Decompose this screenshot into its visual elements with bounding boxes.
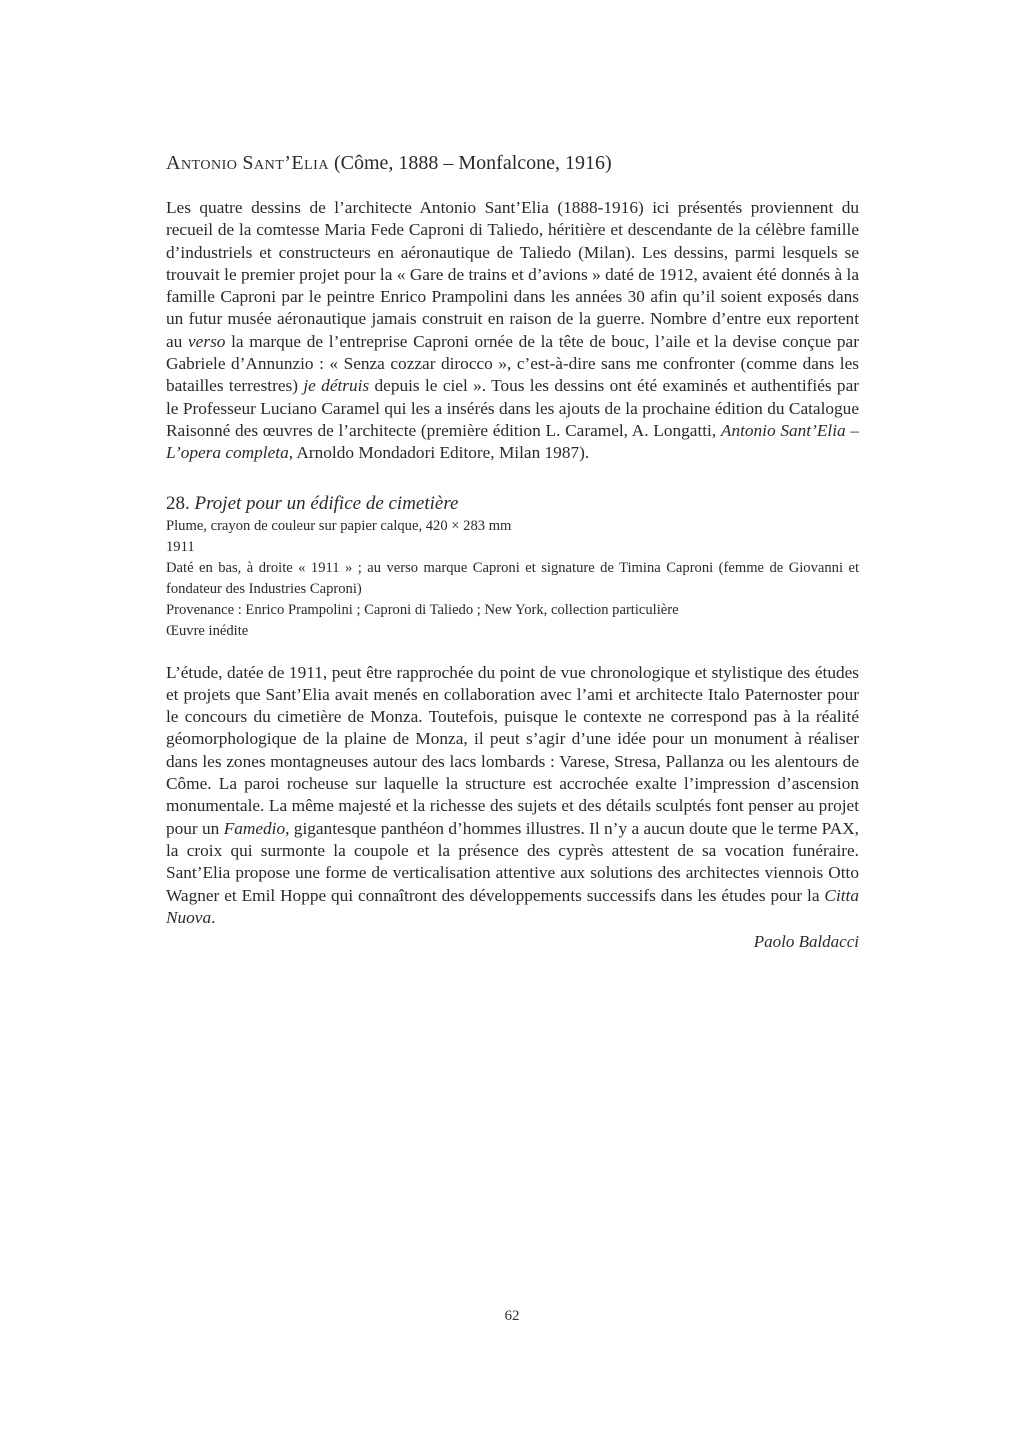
- intro-text-2: la marque de l’entreprise Caproni ornée de la tête de bouc, l’aile et la devise conçue par Gabriele d’Annunzio : « Senza cozzar dirocco », c’est-à-dire sans me confronter (comme dans les batailles terrestres): [166, 331, 859, 396]
- entry-title-text: Projet pour un édifice de cimetière: [194, 492, 459, 514]
- page-content: [166, 150, 859, 954]
- intro-text-4: , Arnoldo Mondadori Editore, Milan 1987).: [288, 443, 590, 463]
- artist-heading: [166, 150, 859, 176]
- essay-text-1: L’étude, datée de 1911, peut être rapprochée du point de vue chronologique et stylistique des études et projets que Sant’Elia avait menés en collaboration avec l’ami et architecte Italo Paternoster pour le concours du cimetière de Monza. Toutefois, puisque le contexte ne correspond pas à la réalité géomorphologique de la plaine de Monza, il peut s’agir d’une idée pour un monument à réaliser dans les zones montagneuses autour des lacs lombards : Varese, Stresa, Pallanza ou les alentours de Côme. La paroi rocheuse sur laquelle la structure est accrochée exalte l’impression d’ascension monumentale. La même majesté et la richesse des sujets et des détails sculptés font penser au projet pour un: [166, 662, 859, 838]
- artist-first-name: Antonio: [166, 152, 238, 174]
- intro-paragraph: [166, 197, 859, 465]
- essay-paragraph: [166, 662, 859, 930]
- artist-last-name: Sant’Elia: [242, 152, 329, 174]
- entry-number: 28.: [166, 492, 190, 514]
- page-number: 62: [504, 1308, 520, 1324]
- essay-text-2: , gigantesque panthéon d’hommes illustres. Il n’y a aucun doute que le terme PAX, la croix qui surmonte la coupole et la présence des cyprès attestent de sa vocation funéraire. Sant’Elia propose une forme de verticalisation attentive aux solutions des architectes viennois Otto Wagner et Emil Hoppe qui connaîtront des développements successifs dans les études pour la: [166, 818, 859, 905]
- intro-italic-3: Antonio Sant’Elia – L’opera completa: [166, 420, 860, 463]
- author-signature: Paolo Baldacci: [753, 932, 859, 952]
- entry-inscription: Daté en bas, à droite « 1911 » ; au verso marque Caproni et signature de Timina Caproni (femme de Giovanni et fondateur des Industries Caproni): [166, 559, 859, 597]
- intro-italic-1: verso: [188, 331, 226, 351]
- intro-text-3: depuis le ciel ». Tous les dessins ont été examinés et authentifiés par le Professeur Luciano Caramel qui les a insérés dans les ajouts de la prochaine édition du Catalogue Raisonné des œuvres de l’architecte (première édition L. Caramel, A. Longatti,: [166, 376, 859, 440]
- entry-medium: Plume, crayon de couleur sur papier calque, 420 × 283 mm: [166, 517, 512, 534]
- intro-italic-2: je détruis: [303, 376, 370, 396]
- artist-dates: (Côme, 1888 – Monfalcone, 1916): [328, 152, 612, 174]
- essay-italic-2: Citta Nuova: [166, 885, 859, 927]
- essay-text-3: .: [211, 907, 216, 927]
- entry-title: [166, 492, 859, 516]
- entry-provenance: Provenance : Enrico Prampolini ; Caproni di Taliedo ; New York, collection particulière: [166, 601, 679, 618]
- intro-text-1: Les quatre dessins de l’architecte Antonio Sant’Elia (1888-1916) ici présentés proviennent du recueil de la comtesse Maria Fede Caproni di Taliedo, héritière et descendante de la célèbre famille d’industriels et constructeurs en aéronautique de Taliedo (Milan). Les dessins, parmi lesquels se trouvait le premier projet pour la « Gare de trains et d’avions » daté de 1912, avaient été donnés à la famille Caproni par le peintre Enrico Prampolini dans les années 30 afin qu’il soient exposés dans un futur musée aéronautique jamais construit en raison de la guerre. Nombre d’entre eux reportent au: [166, 198, 859, 351]
- entry-status: Œuvre inédite: [166, 622, 249, 639]
- entry-year: 1911: [166, 538, 195, 555]
- essay-italic-1: Famedio: [223, 818, 286, 838]
- entry-metadata: [166, 516, 859, 642]
